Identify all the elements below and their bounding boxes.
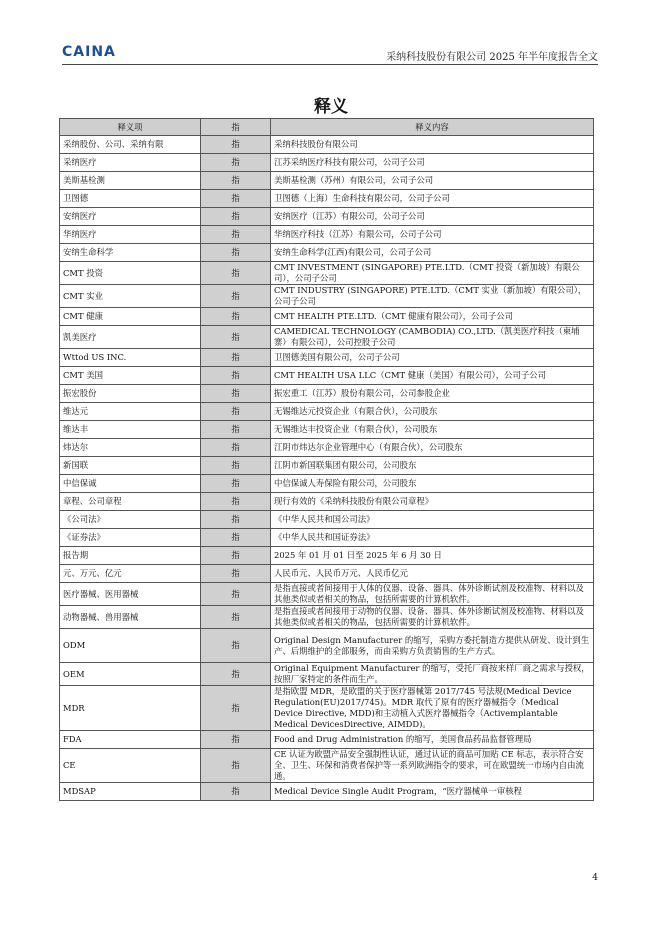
term-cell: 安纳医疗 [60, 208, 201, 226]
term-cell: MDSAP [60, 783, 201, 801]
term-cell: CMT 投资 [60, 262, 201, 285]
term-cell: 医疗器械、医用器械 [60, 583, 201, 606]
term-cell: 动物器械、兽用器械 [60, 606, 201, 629]
ref-cell: 指 [201, 686, 271, 731]
definition-cell: 江阴市炜达尔企业管理中心（有限合伙），公司股东 [271, 439, 594, 457]
ref-cell: 指 [201, 308, 271, 326]
term-cell: CMT 健康 [60, 308, 201, 326]
table-row [60, 262, 594, 285]
ref-cell: 指 [201, 457, 271, 475]
table-row [60, 547, 594, 565]
definition-cell: CMT INDUSTRY (SINGAPORE) PTE.LTD.（CMT 实业（新加坡）有限公司），公司子公司 [271, 285, 594, 308]
term-cell: MDR [60, 686, 201, 731]
ref-cell: 指 [201, 208, 271, 226]
table-row [60, 136, 594, 154]
table-row [60, 326, 594, 349]
table-row [60, 226, 594, 244]
definition-cell: Original Equipment Manufacturer 的缩写，受托厂商按来样厂商之需求与授权，按照厂家特定的条件而生产。 [271, 663, 594, 686]
definition-cell: 无锡维达丰投资企业（有限合伙），公司股东 [271, 421, 594, 439]
column-header-term: 释义项 [60, 119, 201, 136]
term-cell: 华纳医疗 [60, 226, 201, 244]
ref-cell: 指 [201, 493, 271, 511]
ref-cell: 指 [201, 439, 271, 457]
table-row [60, 285, 594, 308]
definition-cell: 采纳科技股份有限公司 [271, 136, 594, 154]
term-cell: FDA [60, 731, 201, 749]
definition-cell: 安纳生命科学(江西)有限公司，公司子公司 [271, 244, 594, 262]
definition-cell: CE 认证为欧盟产品安全强制性认证，通过认证的商品可加贴 CE 标志，表示符合安全、卫生、环保和消费者保护等一系列欧洲指令的要求，可在欧盟统一市场内自由流通。 [271, 749, 594, 783]
table-row [60, 403, 594, 421]
definition-cell: CAMEDICAL TECHNOLOGY (CAMBODIA) CO.,LTD.（凯美医疗科技（柬埔寨）有限公司），公司控股子公司 [271, 326, 594, 349]
term-cell: CMT 实业 [60, 285, 201, 308]
table-row [60, 475, 594, 493]
term-cell: 报告期 [60, 547, 201, 565]
table-row [60, 749, 594, 783]
term-cell: 振宏股份 [60, 385, 201, 403]
term-cell: 中信保诚 [60, 475, 201, 493]
definitions-table [59, 118, 594, 801]
term-cell: 凯美医疗 [60, 326, 201, 349]
ref-cell: 指 [201, 154, 271, 172]
ref-cell: 指 [201, 606, 271, 629]
table-header-row [60, 119, 594, 136]
table-row [60, 385, 594, 403]
table-row [60, 457, 594, 475]
ref-cell: 指 [201, 583, 271, 606]
definition-cell: 江阴市新国联集团有限公司，公司股东 [271, 457, 594, 475]
term-cell: 美斯基检测 [60, 172, 201, 190]
table-row [60, 583, 594, 606]
term-cell: 安纳生命科学 [60, 244, 201, 262]
table-row [60, 349, 594, 367]
definition-cell: 卫图德（上海）生命科技有限公司，公司子公司 [271, 190, 594, 208]
company-logo: CAINA [62, 44, 116, 60]
page-header [62, 40, 598, 65]
table-row [60, 244, 594, 262]
term-cell: CE [60, 749, 201, 783]
definition-cell: 现行有效的《采纳科技股份有限公司章程》 [271, 493, 594, 511]
definition-cell: CMT HEALTH PTE.LTD.（CMT 健康有限公司），公司子公司 [271, 308, 594, 326]
ref-cell: 指 [201, 367, 271, 385]
page-title: 释义 [314, 97, 348, 117]
table-row [60, 565, 594, 583]
definition-cell: 《中华人民共和国证券法》 [271, 529, 594, 547]
ref-cell: 指 [201, 136, 271, 154]
definition-cell: 安纳医疗（江苏）有限公司，公司子公司 [271, 208, 594, 226]
term-cell: Wttod US INC. [60, 349, 201, 367]
ref-cell: 指 [201, 421, 271, 439]
definition-cell: 华纳医疗科技（江苏）有限公司，公司子公司 [271, 226, 594, 244]
ref-cell: 指 [201, 262, 271, 285]
ref-cell: 指 [201, 629, 271, 663]
term-cell: 《证券法》 [60, 529, 201, 547]
table-row [60, 154, 594, 172]
definition-cell: 是指欧盟 MDR，是欧盟的关于医疗器械第 2017/745 号法规(Medical Device Regulation(EU)2017/745)。MDR 取代了原有的医疗器械指令（Medical Device Directive, MDD)和主动植入式医疗器械指令（Activemplantable Medical DevicesDirective, AIMDD)。 [271, 686, 594, 731]
ref-cell: 指 [201, 285, 271, 308]
ref-cell: 指 [201, 244, 271, 262]
definition-cell: 无锡维达元投资企业（有限合伙），公司股东 [271, 403, 594, 421]
ref-cell: 指 [201, 226, 271, 244]
term-cell: 维达元 [60, 403, 201, 421]
table-row [60, 421, 594, 439]
table-row [60, 172, 594, 190]
ref-cell: 指 [201, 731, 271, 749]
ref-cell: 指 [201, 326, 271, 349]
definition-cell: CMT INVESTMENT (SINGAPORE) PTE.LTD.（CMT 投资（新加坡）有限公司），公司子公司 [271, 262, 594, 285]
term-cell: 章程、公司章程 [60, 493, 201, 511]
ref-cell: 指 [201, 349, 271, 367]
term-cell: 《公司法》 [60, 511, 201, 529]
term-cell: 采纳股份、公司、采纳有限 [60, 136, 201, 154]
table-row [60, 663, 594, 686]
ref-cell: 指 [201, 547, 271, 565]
ref-cell: 指 [201, 385, 271, 403]
table-row [60, 629, 594, 663]
table-row [60, 783, 594, 801]
term-cell: OEM [60, 663, 201, 686]
page-number: 4 [592, 873, 598, 883]
ref-cell: 指 [201, 749, 271, 783]
definition-cell: Food and Drug Administration 的缩写，美国食品药品监督管理局 [271, 731, 594, 749]
definition-cell: 是指直接或者间接用于人体的仪器、设备、器具、体外诊断试剂及校准物、材料以及其他类似或者相关的物品，包括所需要的计算机软件。 [271, 583, 594, 606]
definition-cell: Medical Device Single Audit Program，“医疗器械单一审核程 [271, 783, 594, 801]
ref-cell: 指 [201, 403, 271, 421]
ref-cell: 指 [201, 663, 271, 686]
ref-cell: 指 [201, 511, 271, 529]
definition-cell: 中信保诚人寿保险有限公司，公司股东 [271, 475, 594, 493]
table-row [60, 190, 594, 208]
term-cell: CMT 美国 [60, 367, 201, 385]
table-row [60, 493, 594, 511]
term-cell: ODM [60, 629, 201, 663]
column-header-definition: 释义内容 [271, 119, 594, 136]
term-cell: 维达丰 [60, 421, 201, 439]
definition-cell: Original Design Manufacturer 的缩写，采购方委托制造方提供从研发、设计到生产、后期维护的全部服务，而由采购方负责销售的生产方式。 [271, 629, 594, 663]
ref-cell: 指 [201, 783, 271, 801]
table-row [60, 511, 594, 529]
definition-cell: CMT HEALTH USA LLC（CMT 健康（美国）有限公司），公司子公司 [271, 367, 594, 385]
table-row [60, 367, 594, 385]
ref-cell: 指 [201, 529, 271, 547]
definition-cell: 卫图德美国有限公司，公司子公司 [271, 349, 594, 367]
term-cell: 卫图德 [60, 190, 201, 208]
definition-cell: 是指直接或者间接用于动物的仪器、设备、器具、体外诊断试剂及校准物、材料以及其他类似或者相关的物品，包括所需要的计算机软件。 [271, 606, 594, 629]
ref-cell: 指 [201, 190, 271, 208]
definition-cell: 2025 年 01 月 01 日至 2025 年 6 月 30 日 [271, 547, 594, 565]
term-cell: 新国联 [60, 457, 201, 475]
table-row [60, 731, 594, 749]
table-row [60, 308, 594, 326]
table-row [60, 686, 594, 731]
definition-cell: 振宏重工（江苏）股份有限公司，公司参股企业 [271, 385, 594, 403]
term-cell: 炜达尔 [60, 439, 201, 457]
document-title: 采纳科技股份有限公司 2025 年半年度报告全文 [386, 52, 598, 63]
ref-cell: 指 [201, 475, 271, 493]
table-row [60, 529, 594, 547]
definition-cell: 江苏采纳医疗科技有限公司，公司子公司 [271, 154, 594, 172]
term-cell: 元、万元、亿元 [60, 565, 201, 583]
definition-cell: 人民币元、人民币万元、人民币亿元 [271, 565, 594, 583]
column-header-ref: 指 [201, 119, 271, 136]
term-cell: 采纳医疗 [60, 154, 201, 172]
ref-cell: 指 [201, 172, 271, 190]
ref-cell: 指 [201, 565, 271, 583]
table-row [60, 606, 594, 629]
table-row [60, 208, 594, 226]
definition-cell: 《中华人民共和国公司法》 [271, 511, 594, 529]
table-row [60, 439, 594, 457]
definition-cell: 美斯基检测（苏州）有限公司，公司子公司 [271, 172, 594, 190]
